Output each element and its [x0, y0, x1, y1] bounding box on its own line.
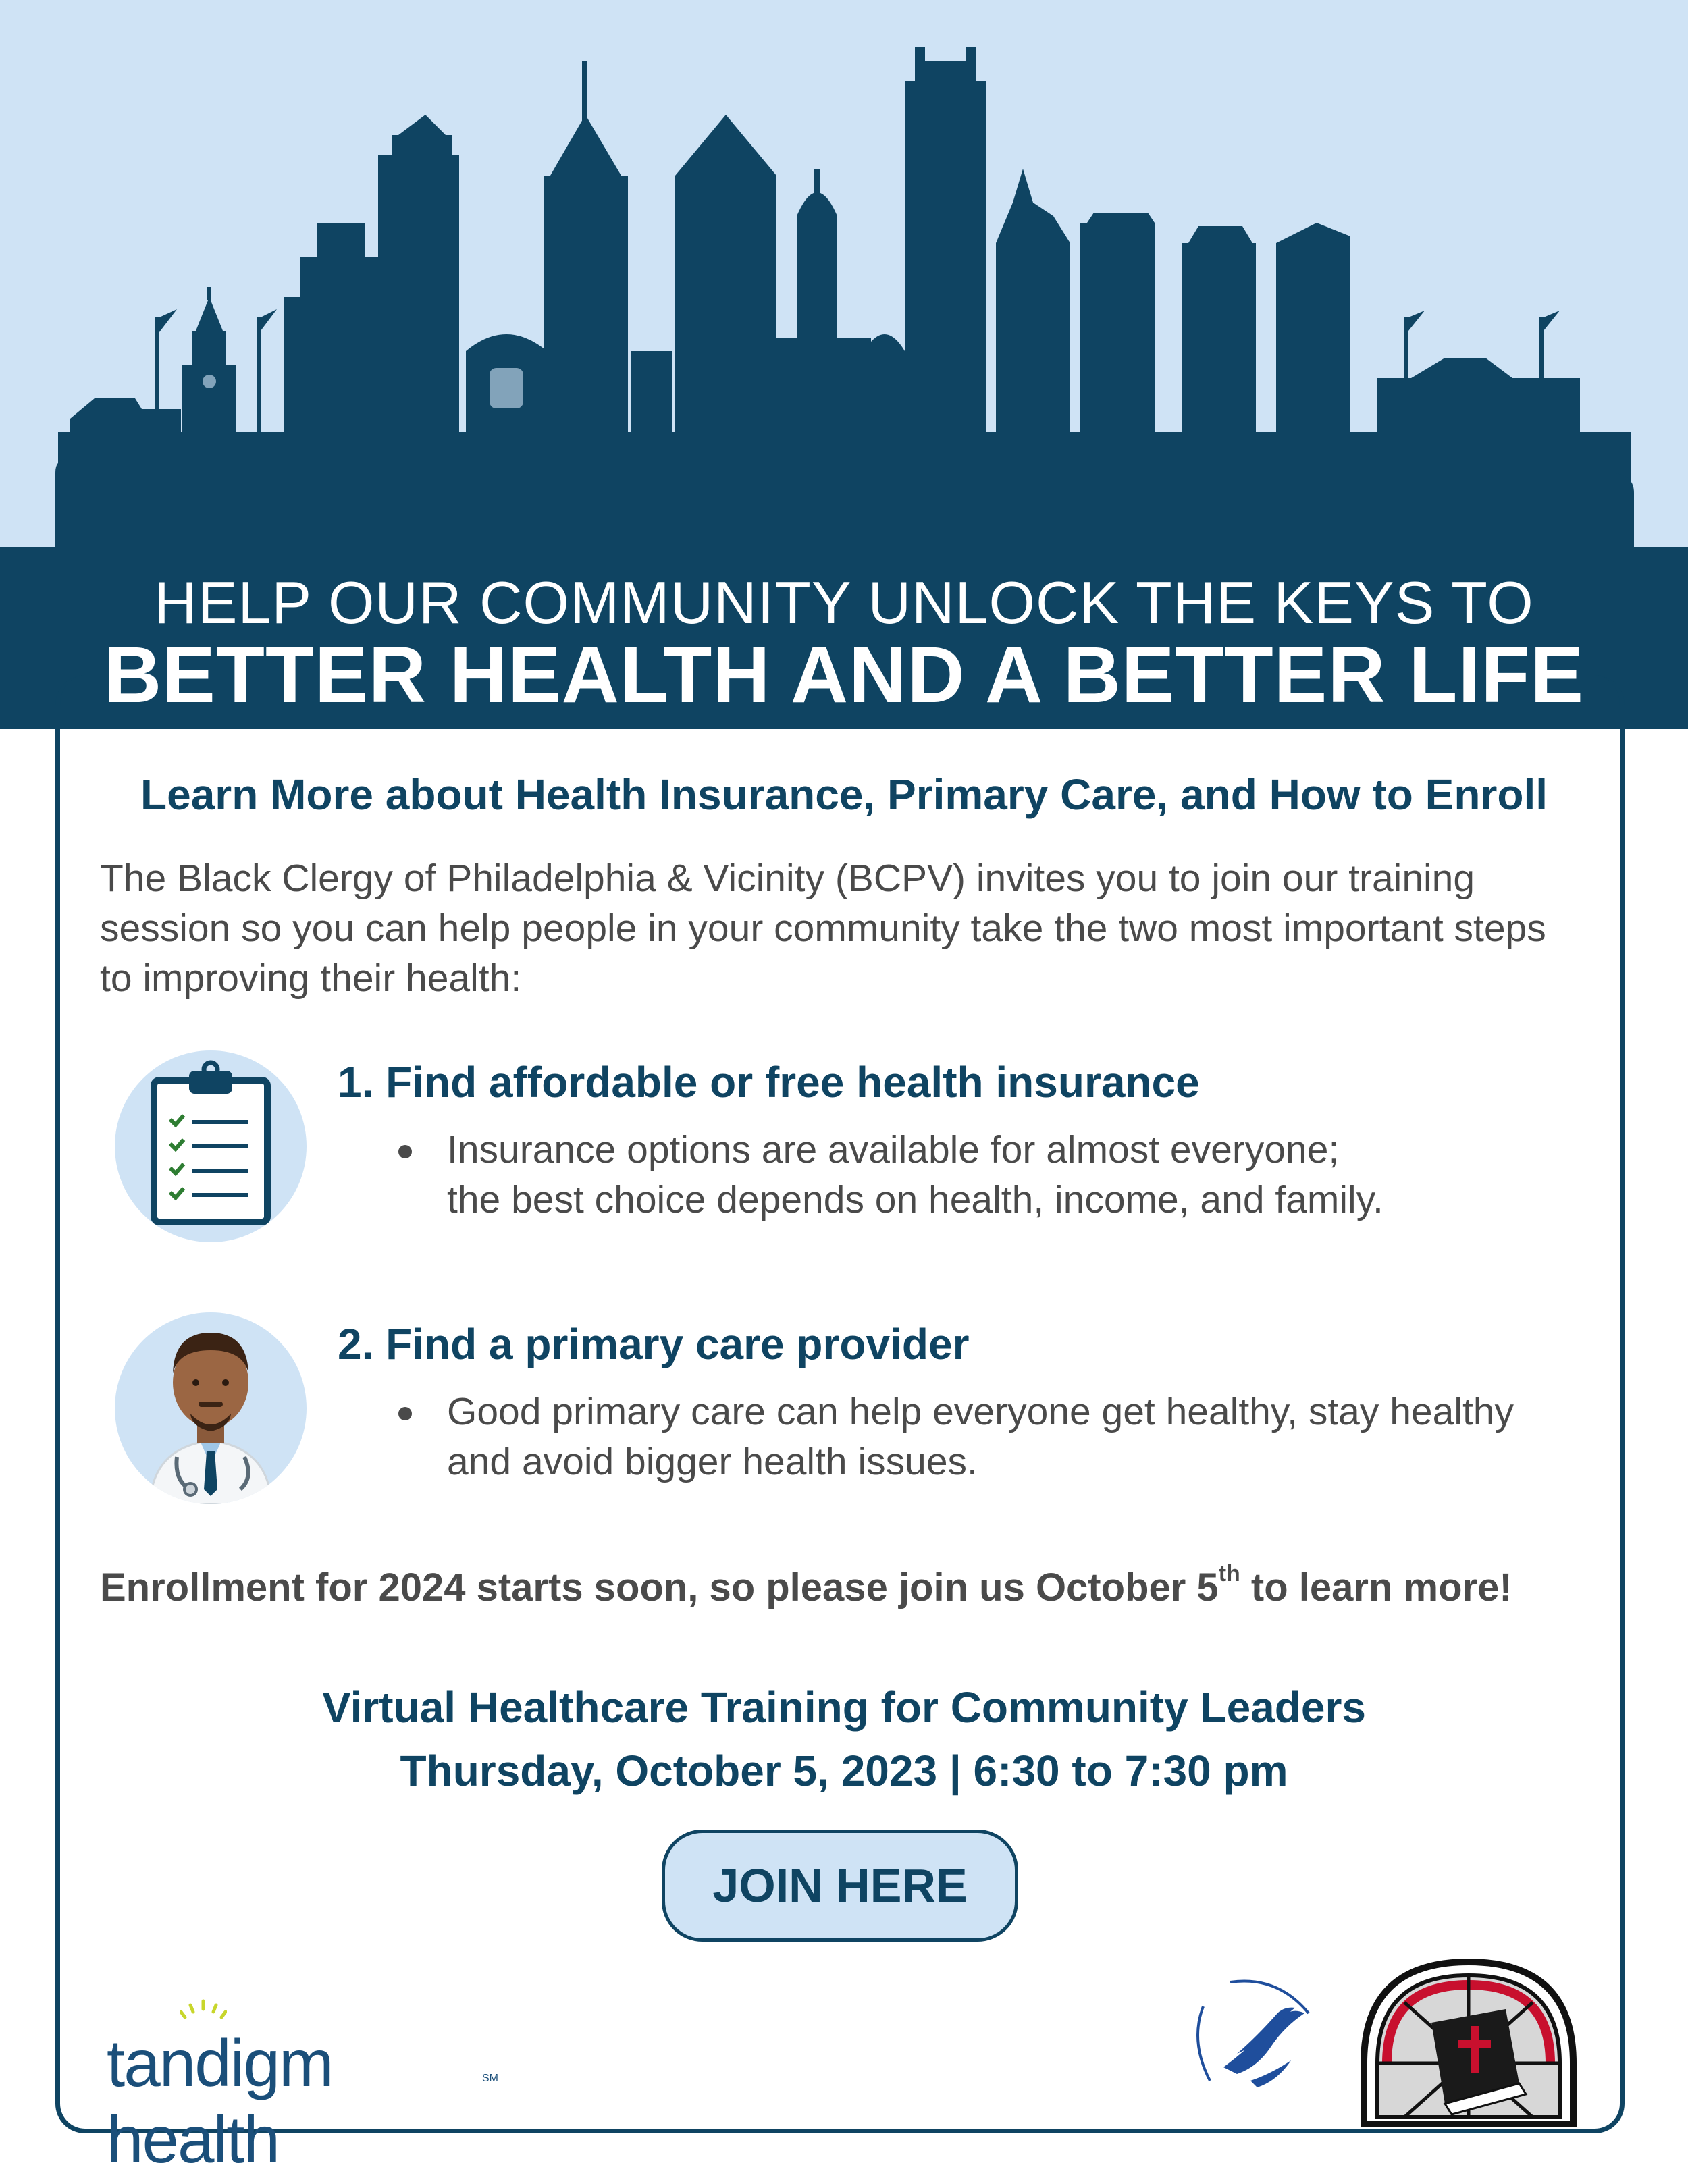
intro-paragraph: The Black Clergy of Philadelphia & Vicinity (BCPV) invites you to join our training session so you can help people in your community take the two most important steps to improving their health: — [100, 857, 1546, 1000]
enroll-superscript: th — [1218, 1561, 1240, 1587]
bullet-dot — [398, 1145, 412, 1158]
step-2-bullet-line-2: and avoid bigger health issues. — [447, 1440, 978, 1483]
step-1-bullet-text — [447, 1125, 1608, 1225]
join-here-button[interactable]: JOIN HERE — [662, 1830, 1018, 1942]
section-subheading: Learn More about Health Insurance, Primary Care, and How to Enroll — [140, 770, 1548, 819]
tandigm-health-logo — [107, 1998, 512, 2177]
event-datetime: Thursday, October 5, 2023 | 6:30 to 7:30 pm — [400, 1747, 1288, 1795]
bcpv-stained-glass-logo — [1357, 1948, 1580, 2131]
step-1-title: 1. Find affordable or free health insurance — [338, 1058, 1200, 1107]
step-2-title: 2. Find a primary care provider — [338, 1320, 970, 1368]
step-1-bullet — [398, 1125, 1614, 1233]
clipboard-checklist-icon — [115, 1050, 307, 1242]
step-1-bullet-line-2: the best choice depends on health, income, and family. — [447, 1178, 1383, 1221]
enrollment-callout — [100, 1561, 1619, 1610]
tandigm-wordmark: tandigm health — [107, 2026, 333, 2177]
doctor-icon — [115, 1312, 307, 1504]
bullet-dot — [398, 1407, 412, 1420]
header-line-1: HELP OUR COMMUNITY UNLOCK THE KEYS TO — [154, 569, 1534, 636]
enroll-text-before: Enrollment for 2024 starts soon, so please join us October 5 — [100, 1566, 1219, 1609]
sunburst-icon — [180, 1998, 227, 2021]
step-2-bullet — [398, 1387, 1614, 1495]
event-title: Virtual Healthcare Training for Community Leaders — [322, 1683, 1366, 1732]
step-1-bullet-line-1: Insurance options are available for almost everyone; — [447, 1128, 1340, 1171]
service-mark: SM — [482, 2073, 498, 2084]
enroll-text-after: to learn more! — [1240, 1566, 1512, 1609]
step-2-bullet-line-1: Good primary care can help everyone get healthy, stay healthy — [447, 1390, 1514, 1433]
hhs-seal-logo — [1176, 1966, 1327, 2117]
step-2-bullet-text — [447, 1387, 1608, 1487]
header-line-2: BETTER HEALTH AND A BETTER LIFE — [103, 631, 1585, 720]
